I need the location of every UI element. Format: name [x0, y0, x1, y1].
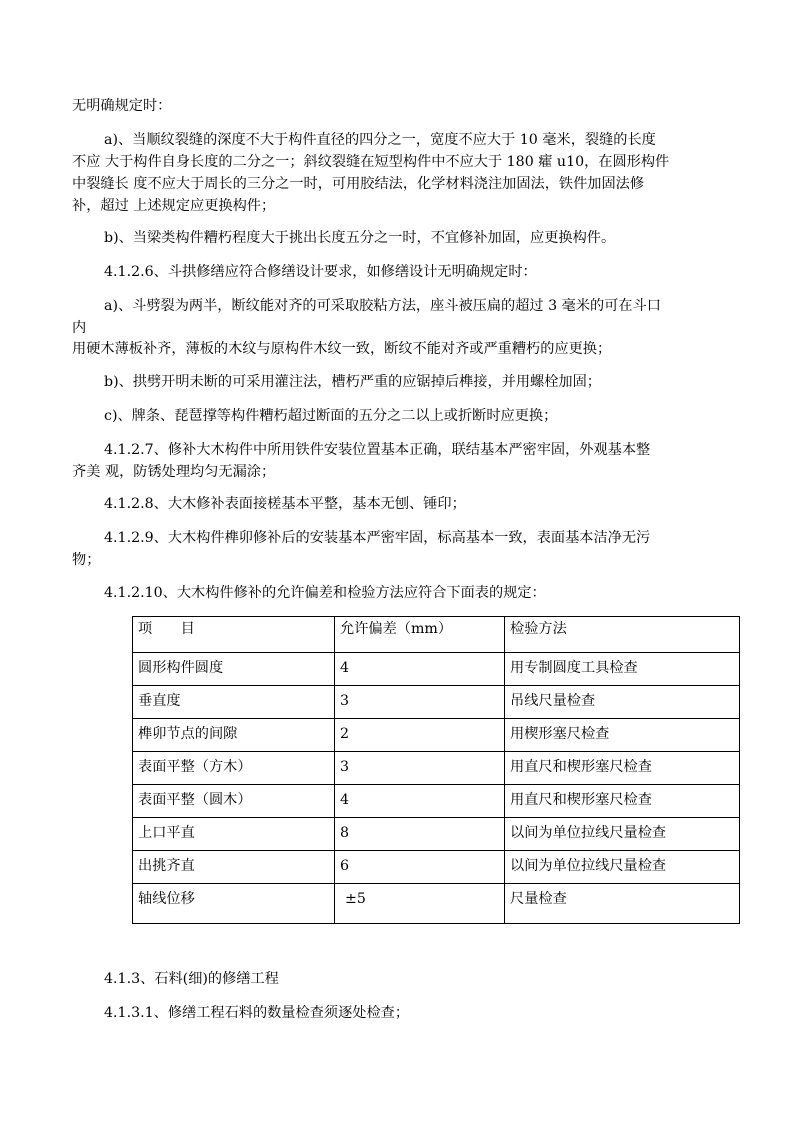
table-cell-tolerance: 4 [335, 653, 505, 686]
table-header-tolerance: 允许偏差（mm） [335, 617, 505, 653]
paragraph-a-line4: 补，超过 上述规定应更换构件； [72, 198, 276, 214]
table-row [133, 653, 740, 686]
paragraph-a-line2: 不应 大于构件自身长度的二分之一；斜纹裂缝在短型构件中不应大于 180 癨 u10，在圆形构件 [72, 154, 670, 170]
table-cell-method: 吊线尺量检查 [505, 686, 740, 719]
section-heading-4-1-3: 4.1.3、石料(细)的修缮工程 [104, 971, 279, 987]
paragraph-4-1-2-9-line1: 4.1.2.9、大木构件榫卯修补后的安装基本严密牢固，标高基本一致，表面基本洁净无污 [104, 530, 651, 546]
table-cell-tolerance: 4 [335, 785, 505, 818]
table-cell-item: 圆形构件圆度 [133, 653, 335, 686]
table-cell-tolerance: ±5 [335, 884, 505, 924]
table-header-item: 项 目 [133, 617, 335, 653]
table-cell-method: 以间为单位拉线尺量检查 [505, 818, 740, 851]
table-cell-method: 以间为单位拉线尺量检查 [505, 851, 740, 884]
table-cell-method: 用楔形塞尺检查 [505, 719, 740, 752]
table-row [133, 851, 740, 884]
table-cell-item: 垂直度 [133, 686, 335, 719]
table-header-method: 检验方法 [505, 617, 740, 653]
table-row [133, 719, 740, 752]
paragraph-4-1-3-1: 4.1.3.1、修缮工程石料的数量检查须逐处检查； [104, 1005, 410, 1021]
paragraph-b: b)、当梁类构件糟朽程度大于挑出长度五分之一时，不宜修补加固，应更换构件。 [104, 230, 616, 246]
paragraph-4-1-2-9-line2: 物； [72, 552, 101, 568]
table-row [133, 752, 740, 785]
paragraph-4-1-2-7-line2: 齐美 观，防锈处理均匀无漏涂； [72, 464, 276, 480]
table-cell-method: 用直尺和楔形塞尺检查 [505, 752, 740, 785]
paragraph-4-1-2-10: 4.1.2.10、大木构件修补的允许偏差和检验方法应符合下面表的规定： [104, 585, 546, 601]
paragraph-6a-line3: 用硬木薄板补齐，薄板的木纹与原构件木纹一致，断纹不能对齐或严重糟朽的应更换； [72, 341, 612, 357]
tolerance-table [132, 616, 740, 924]
paragraph-a-line3: 中裂缝长 度不应大于周长的三分之一时，可用胶结法，化学材料浇注加固法，铁件加固法修 [72, 176, 645, 192]
table-cell-item: 出挑齐直 [133, 851, 335, 884]
table-cell-item: 表面平整（圆木） [133, 785, 335, 818]
paragraph-4-1-2-6: 4.1.2.6、斗拱修缮应符合修缮设计要求，如修缮设计无明确规定时： [104, 264, 537, 280]
paragraph-4-1-2-8: 4.1.2.8、大木修补表面接槎基本平整，基本无刨、锤印； [104, 496, 466, 512]
table-cell-tolerance: 8 [335, 818, 505, 851]
table-row [133, 818, 740, 851]
table-cell-item: 轴线位移 [133, 884, 335, 924]
table-cell-item: 表面平整（方木） [133, 752, 335, 785]
table-cell-item: 上口平直 [133, 818, 335, 851]
paragraph-intro: 无明确规定时： [72, 98, 172, 114]
table-row [133, 686, 740, 719]
table-cell-method: 用直尺和楔形塞尺检查 [505, 785, 740, 818]
table-cell-tolerance: 2 [335, 719, 505, 752]
table-row [133, 785, 740, 818]
table-cell-tolerance: 3 [335, 752, 505, 785]
table-cell-tolerance: 3 [335, 686, 505, 719]
table-cell-tolerance: 6 [335, 851, 505, 884]
table-cell-method: 尺量检查 [505, 884, 740, 924]
table-header-row [133, 617, 740, 653]
table-cell-item: 榫卯节点的间隙 [133, 719, 335, 752]
paragraph-6a-line1: a)、斗劈裂为两半，断纹能对齐的可采取胶粘方法，座斗被压扁的超过 3 毫米的可在斗口 [104, 298, 661, 314]
table-row [133, 884, 740, 924]
paragraph-6c: c)、牌条、琵琶撑等构件糟朽超过断面的五分之二以上或折断时应更换； [104, 408, 558, 424]
paragraph-a-line1: a)、当顺纹裂缝的深度不大于构件直径的四分之一，宽度不应大于 10 毫米，裂缝的长度 [104, 132, 656, 148]
paragraph-6b: b)、拱劈开明未断的可采用灌注法，槽朽严重的应锯掉后榫接，并用螺栓加固； [104, 374, 601, 390]
paragraph-4-1-2-7-line1: 4.1.2.7、修补大木构件中所用铁件安装位置基本正确，联结基本严密牢固，外观基本整 [104, 442, 651, 458]
paragraph-6a-line2: 内 [72, 320, 87, 336]
table-cell-method: 用专制圆度工具检查 [505, 653, 740, 686]
